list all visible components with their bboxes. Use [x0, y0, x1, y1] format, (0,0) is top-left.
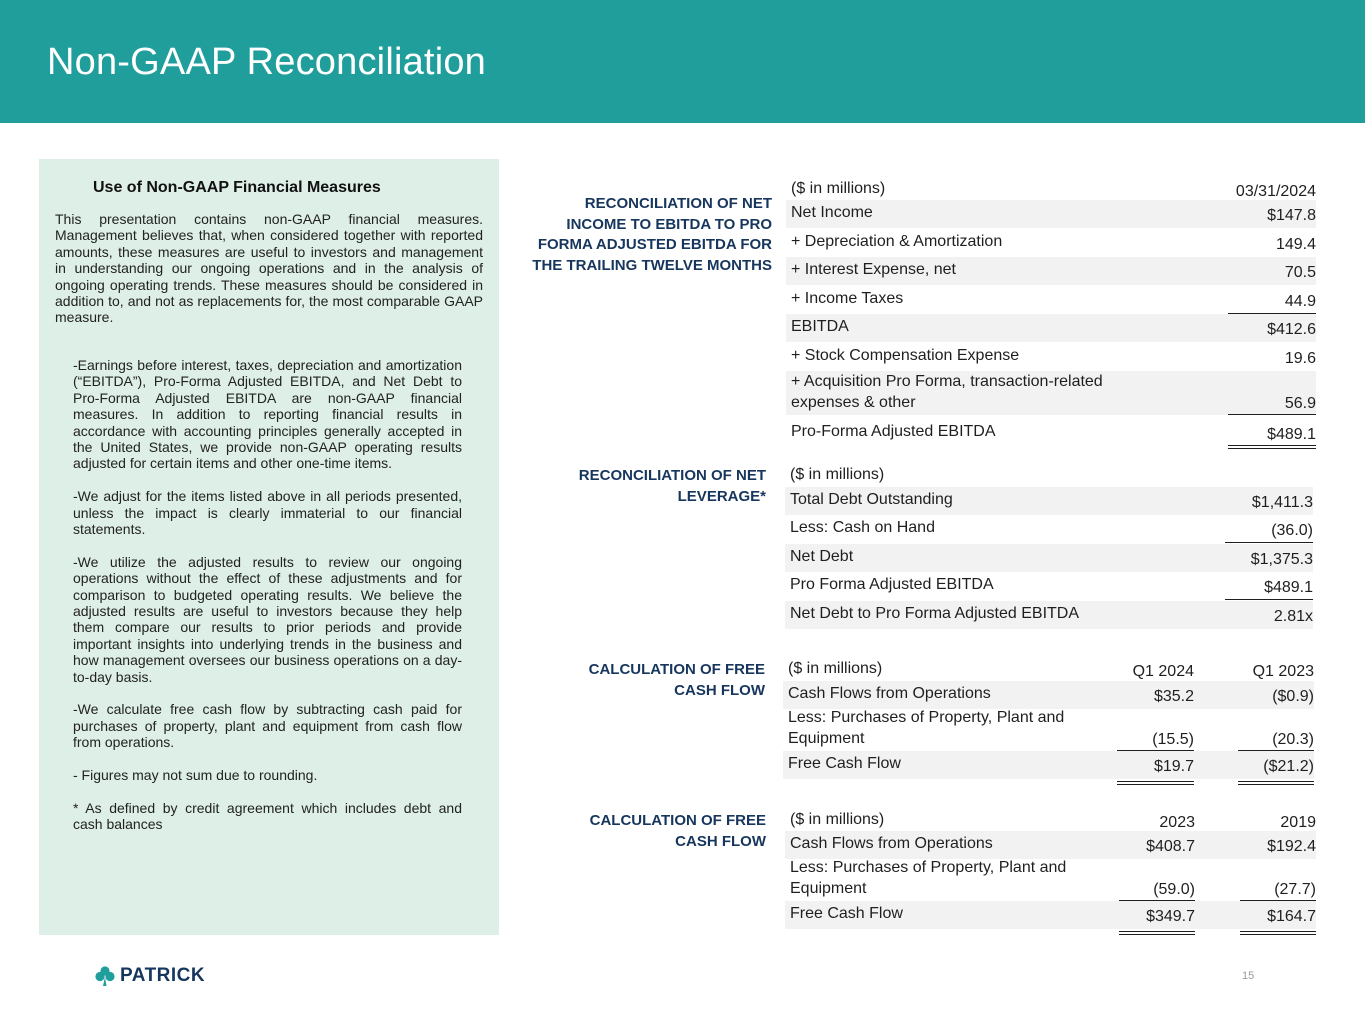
note-item: -We adjust for the items listed above in all periods presented, unless the impact is clearly immaterial to our financial statements. — [73, 488, 462, 538]
panel-notes — [73, 357, 462, 849]
row-value: $19.7 — [1153, 758, 1194, 775]
row-label: Cash Flows from Operations — [790, 835, 993, 852]
page-number: 15 — [1242, 970, 1255, 982]
row-value: $489.1 — [1264, 579, 1313, 596]
note-item: - Figures may not sum due to rounding. — [73, 767, 318, 784]
note-item: -We utilize the adjusted results to review our ongoing operations without the effect of these adjustments and for comparison to budgeted operating results. We believe the adjusted results are useful to investors because they help them compare our results to prior periods and provide important insights into underlying trends in the business and how management oversees our business operations on a day-to-day basis. — [73, 553, 462, 685]
table-row — [786, 314, 1316, 342]
row-value: 56.9 — [1284, 395, 1316, 412]
row-label: Free Cash Flow — [788, 755, 901, 772]
row-value: $192.4 — [1267, 838, 1316, 855]
company-logo — [94, 965, 205, 987]
row-value: (15.5) — [1152, 731, 1194, 748]
table-row — [783, 681, 1314, 709]
table-row — [785, 544, 1313, 572]
table-row — [783, 707, 1314, 751]
table-row — [785, 901, 1316, 929]
units-label: ($ in millions) — [790, 466, 885, 483]
table-row — [785, 831, 1316, 859]
units-label: ($ in millions) — [791, 180, 886, 197]
row-label: + Income Taxes — [791, 290, 904, 307]
panel-title: Use of Non-GAAP Financial Measures — [93, 179, 381, 196]
subtotal-underline — [1225, 599, 1313, 600]
row-value: $349.7 — [1146, 908, 1195, 925]
note-item: * As defined by credit agreement which includes debt and cash balances — [73, 799, 462, 833]
total-double-underline — [1119, 931, 1195, 935]
table-row — [786, 286, 1316, 314]
row-value: $147.8 — [1267, 207, 1316, 224]
units-label: ($ in millions) — [790, 811, 885, 828]
row-value: (27.7) — [1274, 881, 1316, 898]
row-label: Less: Purchases of Property, Plant and Equipment — [790, 859, 1067, 897]
units-label: ($ in millions) — [788, 660, 883, 677]
row-value: (36.0) — [1271, 522, 1313, 539]
row-value: ($0.9) — [1272, 688, 1314, 705]
row-value: $1,375.3 — [1250, 551, 1313, 568]
leverage-section-label: RECONCILIATION OF NET LEVERAGE* — [578, 467, 766, 505]
row-value: (59.0) — [1153, 881, 1195, 898]
row-label: + Depreciation & Amortization — [791, 233, 1003, 250]
ebitda-section-label: RECONCILIATION OF NET INCOME TO EBITDA TO PRO FORMA ADJUSTED EBITDA FOR THE TRAILING TWELVE MONTHS — [532, 195, 772, 274]
total-double-underline — [1240, 931, 1316, 935]
row-value: $164.7 — [1267, 908, 1316, 925]
table-row — [785, 515, 1313, 543]
table-row — [786, 257, 1316, 285]
table-row — [785, 601, 1313, 629]
total-double-underline — [1117, 781, 1194, 785]
table-row — [783, 751, 1314, 779]
table-header-row — [785, 462, 1313, 490]
row-value: 19.6 — [1284, 350, 1316, 367]
column-header: 2023 — [1159, 814, 1195, 831]
row-value: ($21.2) — [1263, 758, 1314, 775]
header-bar — [0, 0, 1365, 123]
row-label: Less: Cash on Hand — [790, 519, 935, 536]
row-value: 70.5 — [1284, 264, 1316, 281]
row-label: Pro Forma Adjusted EBITDA — [790, 576, 994, 593]
row-label: Less: Purchases of Property, Plant and Equipment — [788, 709, 1065, 747]
column-header: 03/31/2024 — [1235, 183, 1316, 200]
row-label: Net Income — [791, 204, 873, 221]
row-value: 149.4 — [1275, 236, 1316, 253]
row-value: $408.7 — [1146, 838, 1195, 855]
column-header: 2019 — [1280, 814, 1316, 831]
table-row — [785, 857, 1316, 901]
shamrock-icon — [94, 965, 116, 987]
note-item: -We calculate free cash flow by subtracting cash paid for purchases of property, plant and equipment from cash flow from operations. — [73, 701, 462, 751]
row-label: + Interest Expense, net — [791, 261, 956, 278]
subtotal-underline — [1225, 542, 1313, 543]
row-label: Net Debt to Pro Forma Adjusted EBITDA — [790, 605, 1080, 622]
row-value: $489.1 — [1267, 426, 1316, 443]
row-value: $412.6 — [1267, 321, 1316, 338]
company-name: PATRICK — [120, 965, 206, 986]
panel-intro: This presentation contains non-GAAP financial measures. Management believes that, when considered together with reported amounts, these measures are useful to investors and management in understanding our ongoing operations and in the analysis of ongoing operating trends. These measures should be considered in addition to, and not as replacements for, the most comparable GAAP measure. — [55, 211, 483, 326]
row-value: 44.9 — [1284, 293, 1316, 310]
row-label: + Stock Compensation Expense — [791, 347, 1020, 364]
column-header: Q1 2024 — [1132, 663, 1194, 680]
row-label: Total Debt Outstanding — [790, 491, 953, 508]
note-item: -Earnings before interest, taxes, depreciation and amortization (“EBITDA”), Pro-Forma Adjusted EBITDA, and Net Debt to Pro-Forma Adjusted EBITDA are non-GAAP financial measures. In addition to reporting financial results in accordance with accounting principles generally accepted in the United States, we provide non-GAAP operating results adjusted for certain items and other one-time items. — [73, 357, 462, 472]
table-row — [785, 572, 1313, 600]
table-row — [786, 200, 1316, 228]
table-row — [786, 371, 1316, 415]
table-row — [786, 229, 1316, 257]
row-value: 2.81x — [1273, 608, 1313, 625]
table-header-row — [783, 656, 1314, 684]
column-header: Q1 2023 — [1252, 663, 1314, 680]
fcf-annual-section-label: CALCULATION OF FREE CASH FLOW — [589, 812, 766, 850]
table-row — [786, 419, 1316, 447]
fcf-quarter-section-label: CALCULATION OF FREE CASH FLOW — [588, 661, 765, 699]
row-label: Free Cash Flow — [790, 905, 903, 922]
non-gaap-info-panel — [39, 159, 499, 935]
row-label: + Acquisition Pro Forma, transaction-related expenses & other — [791, 373, 1103, 411]
row-label: EBITDA — [791, 318, 849, 335]
row-label: Net Debt — [790, 548, 854, 565]
subtotal-underline — [1228, 414, 1316, 415]
row-label: Cash Flows from Operations — [788, 685, 991, 702]
row-value: $35.2 — [1153, 688, 1194, 705]
table-row — [785, 487, 1313, 515]
total-double-underline — [1228, 445, 1316, 449]
total-double-underline — [1238, 781, 1314, 785]
page-title: Non-GAAP Reconciliation — [47, 41, 487, 83]
row-value: (20.3) — [1272, 731, 1314, 748]
row-label: Pro-Forma Adjusted EBITDA — [791, 423, 996, 440]
row-value: $1,411.3 — [1251, 494, 1313, 511]
table-row — [786, 343, 1316, 371]
